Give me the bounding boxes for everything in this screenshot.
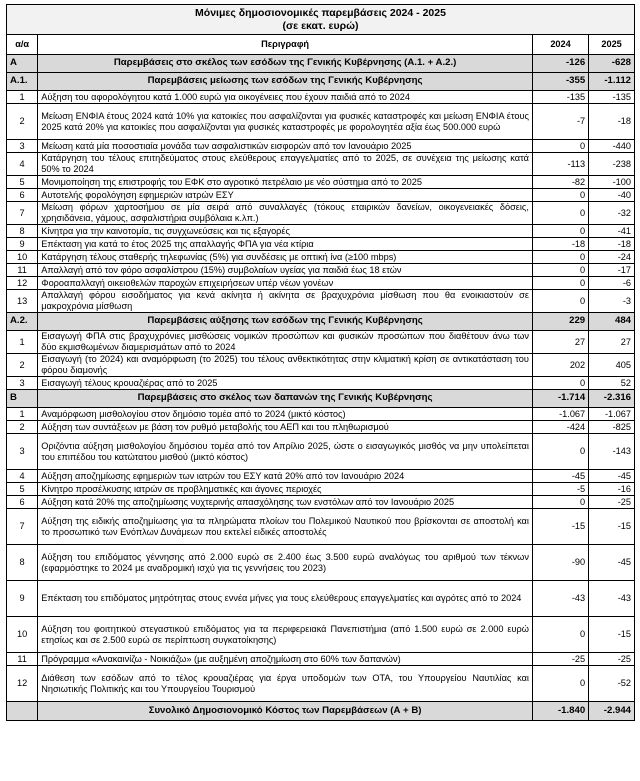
table-row xyxy=(7,277,635,290)
table-row xyxy=(7,202,635,225)
row-value-2024: 229 xyxy=(532,313,588,331)
row-value-2024: -1.067 xyxy=(532,408,588,421)
row-value-2024: 0 xyxy=(532,251,588,264)
row-description: Επέκταση του επιδόματος μητρότητας στους εννέα μήνες για τους ελεύθερους επαγγελματίες και αγρότες από το 2024 xyxy=(38,581,533,617)
table-row xyxy=(7,140,635,153)
row-index: 6 xyxy=(7,496,38,509)
table-row xyxy=(7,470,635,483)
total-row xyxy=(7,702,635,721)
row-value-2024: -82 xyxy=(532,176,588,189)
row-index: 13 xyxy=(7,290,38,313)
section-row xyxy=(7,313,635,331)
table-row xyxy=(7,104,635,140)
row-value-2025: -3 xyxy=(589,290,635,313)
row-value-2025: -135 xyxy=(589,91,635,104)
row-value-2025: -2.944 xyxy=(589,702,635,721)
table-row xyxy=(7,483,635,496)
row-value-2025: -45 xyxy=(589,545,635,581)
row-value-2024: -355 xyxy=(532,73,588,91)
row-index: 1 xyxy=(7,408,38,421)
row-index: A.2. xyxy=(7,313,38,331)
row-description: Επέκταση για κατά το έτος 2025 της απαλλαγής ΦΠΑ για νέα κτίρια xyxy=(38,238,533,251)
row-value-2024: -7 xyxy=(532,104,588,140)
row-description: Εισαγωγή (το 2024) και αναμόρφωση (το 2025) του τέλους ανθεκτικότητας στην κλιματική κρίση σε αντικατάσταση του φόρου διαμονής xyxy=(38,354,533,377)
row-description: Μείωση φόρων χαρτοσήμου σε μία σειρά από συναλλαγές (τόκους εταιρικών δανείων, οικογενειακές δόσεις, χρησιδάνεια, γάμους, ασφαλιστήρια συμβόλαια κ.λπ.) xyxy=(38,202,533,225)
row-value-2024: 0 xyxy=(532,140,588,153)
row-value-2025: -43 xyxy=(589,581,635,617)
header-2024: 2024 xyxy=(532,35,588,55)
row-value-2024: -43 xyxy=(532,581,588,617)
row-value-2025: 27 xyxy=(589,331,635,354)
row-description: Αναμόρφωση μισθολογίου στον δημόσιο τομέα από το 2024 (μικτό κόστος) xyxy=(38,408,533,421)
row-value-2024: -126 xyxy=(532,55,588,73)
row-description: Μονιμοποίηση της επιστροφής του ΕΦΚ στο αγροτικό πετρέλαιο με νέο σύστημα από το 2025 xyxy=(38,176,533,189)
row-index: 7 xyxy=(7,509,38,545)
row-value-2025: -1.112 xyxy=(589,73,635,91)
table-row xyxy=(7,408,635,421)
row-value-2024: 0 xyxy=(532,666,588,702)
table-row xyxy=(7,91,635,104)
row-value-2025: -2.316 xyxy=(589,390,635,408)
row-index: 8 xyxy=(7,225,38,238)
row-description: Κίνητρα για την καινοτομία, τις συγχωνεύσεις και τις εξαγορές xyxy=(38,225,533,238)
fiscal-table-sheet xyxy=(6,4,635,721)
row-value-2024: -25 xyxy=(532,653,588,666)
table-row xyxy=(7,653,635,666)
row-value-2024: -18 xyxy=(532,238,588,251)
row-value-2025: -15 xyxy=(589,617,635,653)
table-row xyxy=(7,581,635,617)
row-description: Αύξηση της ειδικής αποζημίωσης για τα πληρώματα πλοίων του Πολεμικού Ναυτικού που βρίσκονται σε αποστολή και το προσωπικό των Ενόπλων Δυνάμεων που εκτελεί ειδικές αποστολές xyxy=(38,509,533,545)
row-value-2024: 0 xyxy=(532,434,588,470)
section-row xyxy=(7,390,635,408)
row-index: 9 xyxy=(7,238,38,251)
row-value-2025: -100 xyxy=(589,176,635,189)
row-value-2024: 0 xyxy=(532,277,588,290)
table-row xyxy=(7,509,635,545)
row-index: B xyxy=(7,390,38,408)
header-2025: 2025 xyxy=(589,35,635,55)
row-index: 3 xyxy=(7,434,38,470)
table-row xyxy=(7,264,635,277)
row-value-2024: 0 xyxy=(532,290,588,313)
row-description: Μείωση κατά μία ποσοστιαία μονάδα των ασφαλιστικών εισφορών από τον Ιανουάριο 2025 xyxy=(38,140,533,153)
row-value-2024: 0 xyxy=(532,617,588,653)
row-description: Αυτοτελής φορολόγηση εφημεριών ιατρών ΕΣΥ xyxy=(38,189,533,202)
row-description: Εισαγωγή τέλους κρουαζιέρας από το 2025 xyxy=(38,377,533,390)
row-value-2025: -40 xyxy=(589,189,635,202)
row-description: Εισαγωγή ΦΠΑ στις βραχυχρόνιες μισθώσεις νομικών προσώπων και φυσικών προσώπων που διαθέτουν άνω των δύο εκμισθωμένων διαμερισμάτων από το 2024 xyxy=(38,331,533,354)
row-value-2025: 52 xyxy=(589,377,635,390)
row-value-2025: -45 xyxy=(589,470,635,483)
table-row xyxy=(7,189,635,202)
table-subtitle: (σε εκατ. ευρώ) xyxy=(282,20,359,32)
row-description: Παρεμβάσεις μείωσης των εσόδων της Γενικής Κυβέρνησης xyxy=(38,73,533,91)
row-value-2024: -1.840 xyxy=(532,702,588,721)
row-index: 1 xyxy=(7,331,38,354)
row-index: 3 xyxy=(7,377,38,390)
table-row xyxy=(7,617,635,653)
row-index: 10 xyxy=(7,617,38,653)
row-value-2024: -113 xyxy=(532,153,588,176)
row-value-2025: -440 xyxy=(589,140,635,153)
row-value-2024: 0 xyxy=(532,189,588,202)
row-value-2025: -238 xyxy=(589,153,635,176)
row-description: Αύξηση κατά 20% της αποζημίωσης νυχτερινής απασχόλησης των ενστόλων από τον Ιανουάριο 2025 xyxy=(38,496,533,509)
table-row xyxy=(7,290,635,313)
row-index: 2 xyxy=(7,354,38,377)
row-index: 5 xyxy=(7,483,38,496)
row-index: A xyxy=(7,55,38,73)
row-description: Αύξηση του αφορολόγητου κατά 1.000 ευρώ για οικογένειες που έχουν παιδιά από το 2024 xyxy=(38,91,533,104)
row-description: Απαλλαγή από τον φόρο ασφαλίστρου (15%) συμβολαίων υγείας για παιδιά έως 18 ετών xyxy=(38,264,533,277)
row-description: Κατάργηση τέλους σταθερής τηλεφωνίας (5%) για συνδέσεις με οπτική ίνα (≥100 mbps) xyxy=(38,251,533,264)
row-value-2025: -628 xyxy=(589,55,635,73)
row-value-2024: -45 xyxy=(532,470,588,483)
row-description: Παρεμβάσεις αύξησης των εσόδων της Γενικής Κυβέρνησης xyxy=(38,313,533,331)
table-row xyxy=(7,331,635,354)
row-value-2024: -5 xyxy=(532,483,588,496)
table-row xyxy=(7,377,635,390)
header-index: α/α xyxy=(7,35,38,55)
row-description: Κίνητρο προσέλκυσης ιατρών σε προβληματικές και άγονες περιοχές xyxy=(38,483,533,496)
row-index: 7 xyxy=(7,202,38,225)
row-value-2025: -6 xyxy=(589,277,635,290)
row-index: 11 xyxy=(7,653,38,666)
row-value-2025: -825 xyxy=(589,421,635,434)
row-index: 6 xyxy=(7,189,38,202)
row-description: Παρεμβάσεις στο σκέλος των εσόδων της Γενικής Κυβέρνησης (Α.1. + Α.2.) xyxy=(38,55,533,73)
row-description: Κατάργηση του τέλους επιτηδεύματος στους ελεύθερους επαγγελματίες από το 2025, σε συνέχεια της μείωσης κατά 50% το 2024 xyxy=(38,153,533,176)
row-value-2025: -17 xyxy=(589,264,635,277)
row-value-2025: -41 xyxy=(589,225,635,238)
row-description: Μείωση ΕΝΦΙΑ έτους 2024 κατά 10% για κατοικίες που ασφαλίζονται για φυσικές καταστροφές και μείωση ΕΝΦΙΑ έτους 2025 κατά 20% για κατοικίες που ασφαλίζονται για φυσικές καταστροφές με φορολογητέα αξία έως 500.000 ευρώ xyxy=(38,104,533,140)
row-description: Αύξηση του φοιτητικού στεγαστικού επιδόματος για τα περιφερειακά Πανεπιστήμια (από 1.500 ευρώ σε 2.000 ευρώ ετησίως και σε 2.500 ευρώ σε περίπτωση συγκατοίκησης) xyxy=(38,617,533,653)
table-row xyxy=(7,545,635,581)
row-value-2025: -18 xyxy=(589,104,635,140)
row-value-2025: -25 xyxy=(589,653,635,666)
table-row xyxy=(7,251,635,264)
row-value-2025: -52 xyxy=(589,666,635,702)
table-row xyxy=(7,176,635,189)
row-description: Αύξηση αποζημίωσης εφημεριών των ιατρών του ΕΣΥ κατά 20% από τον Ιανουάριο 2024 xyxy=(38,470,533,483)
row-value-2025: 484 xyxy=(589,313,635,331)
row-index: 5 xyxy=(7,176,38,189)
row-index: 11 xyxy=(7,264,38,277)
row-value-2025: -16 xyxy=(589,483,635,496)
row-value-2024: -15 xyxy=(532,509,588,545)
row-description: Οριζόντια αύξηση μισθολογίου δημόσιου τομέα από τον Απρίλιο 2025, ώστε ο εισαγωγικός μισθός να μην υπολείπεται του επιπέδου του κατώτατου μισθού (μικτό κόστος) xyxy=(38,434,533,470)
row-index: 4 xyxy=(7,470,38,483)
row-description: Συνολικό Δημοσιονομικό Κόστος των Παρεμβάσεων (Α + Β) xyxy=(38,702,533,721)
table-row xyxy=(7,666,635,702)
row-index: 4 xyxy=(7,153,38,176)
row-value-2025: -143 xyxy=(589,434,635,470)
row-index: 9 xyxy=(7,581,38,617)
row-value-2024: -1.714 xyxy=(532,390,588,408)
row-value-2025: -25 xyxy=(589,496,635,509)
row-description: Φοροαπαλλαγή οικειοθελών παροχών επιχειρήσεων υπέρ νέων γονέων xyxy=(38,277,533,290)
row-index: 10 xyxy=(7,251,38,264)
row-value-2024: 27 xyxy=(532,331,588,354)
row-index: 3 xyxy=(7,140,38,153)
row-description: Πρόγραμμα «Ανακαινίζω - Νοικιάζω» (με αυξημένη αποζημίωση στο 60% των δαπανών) xyxy=(38,653,533,666)
table-row xyxy=(7,434,635,470)
interventions-table xyxy=(6,34,635,721)
row-index: A.1. xyxy=(7,73,38,91)
table-row xyxy=(7,153,635,176)
row-index: 1 xyxy=(7,91,38,104)
table-body xyxy=(7,55,635,721)
row-value-2024: 0 xyxy=(532,496,588,509)
header-row xyxy=(7,35,635,55)
table-row xyxy=(7,354,635,377)
row-value-2024: -90 xyxy=(532,545,588,581)
row-value-2025: -18 xyxy=(589,238,635,251)
row-value-2025: -24 xyxy=(589,251,635,264)
row-value-2025: -32 xyxy=(589,202,635,225)
row-description: Αύξηση των συντάξεων με βάση τον ρυθμό μεταβολής του ΑΕΠ και του πληθωρισμού xyxy=(38,421,533,434)
row-index: 2 xyxy=(7,104,38,140)
row-value-2025: -15 xyxy=(589,509,635,545)
row-description: Διάθεση των εσόδων από το τέλος κρουαζιέρας για έργα υποδομών των ΟΤΑ, του Υπουργείου Ναυτιλίας και Νησιωτικής Πολιτικής και του Υπουργείου Τουρισμού xyxy=(38,666,533,702)
row-index xyxy=(7,702,38,721)
header-description: Περιγραφή xyxy=(38,35,533,55)
row-value-2025: -1.067 xyxy=(589,408,635,421)
row-value-2024: 0 xyxy=(532,264,588,277)
row-index: 12 xyxy=(7,666,38,702)
row-value-2024: 0 xyxy=(532,202,588,225)
table-row xyxy=(7,421,635,434)
row-description: Αύξηση του επιδόματος γέννησης από 2.000 ευρώ σε 2.400 έως 3.500 ευρώ αναλόγως του αριθμού των τέκνων (εφαρμόστηκε το 2024 με αναδρομική ισχύ για τις γεννήσεις του 2023) xyxy=(38,545,533,581)
row-value-2025: 405 xyxy=(589,354,635,377)
table-row xyxy=(7,238,635,251)
row-index: 2 xyxy=(7,421,38,434)
row-value-2024: -424 xyxy=(532,421,588,434)
row-value-2024: -135 xyxy=(532,91,588,104)
row-index: 12 xyxy=(7,277,38,290)
row-value-2024: 0 xyxy=(532,225,588,238)
row-value-2024: 0 xyxy=(532,377,588,390)
table-row xyxy=(7,225,635,238)
section-row xyxy=(7,55,635,73)
row-description: Παρεμβάσεις στο σκέλος των δαπανών της Γενικής Κυβέρνησης xyxy=(38,390,533,408)
section-row xyxy=(7,73,635,91)
row-description: Απαλλαγή φόρου εισοδήματος για κενά ακίνητα ή ακίνητα σε βραχυχρόνια μίσθωση που θα ενοικιαστούν σε μακροχρόνια μίσθωση xyxy=(38,290,533,313)
table-title: Μόνιμες δημοσιονομικές παρεμβάσεις 2024 - 2025 xyxy=(195,7,446,19)
table-title-block xyxy=(6,4,635,34)
table-row xyxy=(7,496,635,509)
row-index: 8 xyxy=(7,545,38,581)
row-value-2024: 202 xyxy=(532,354,588,377)
